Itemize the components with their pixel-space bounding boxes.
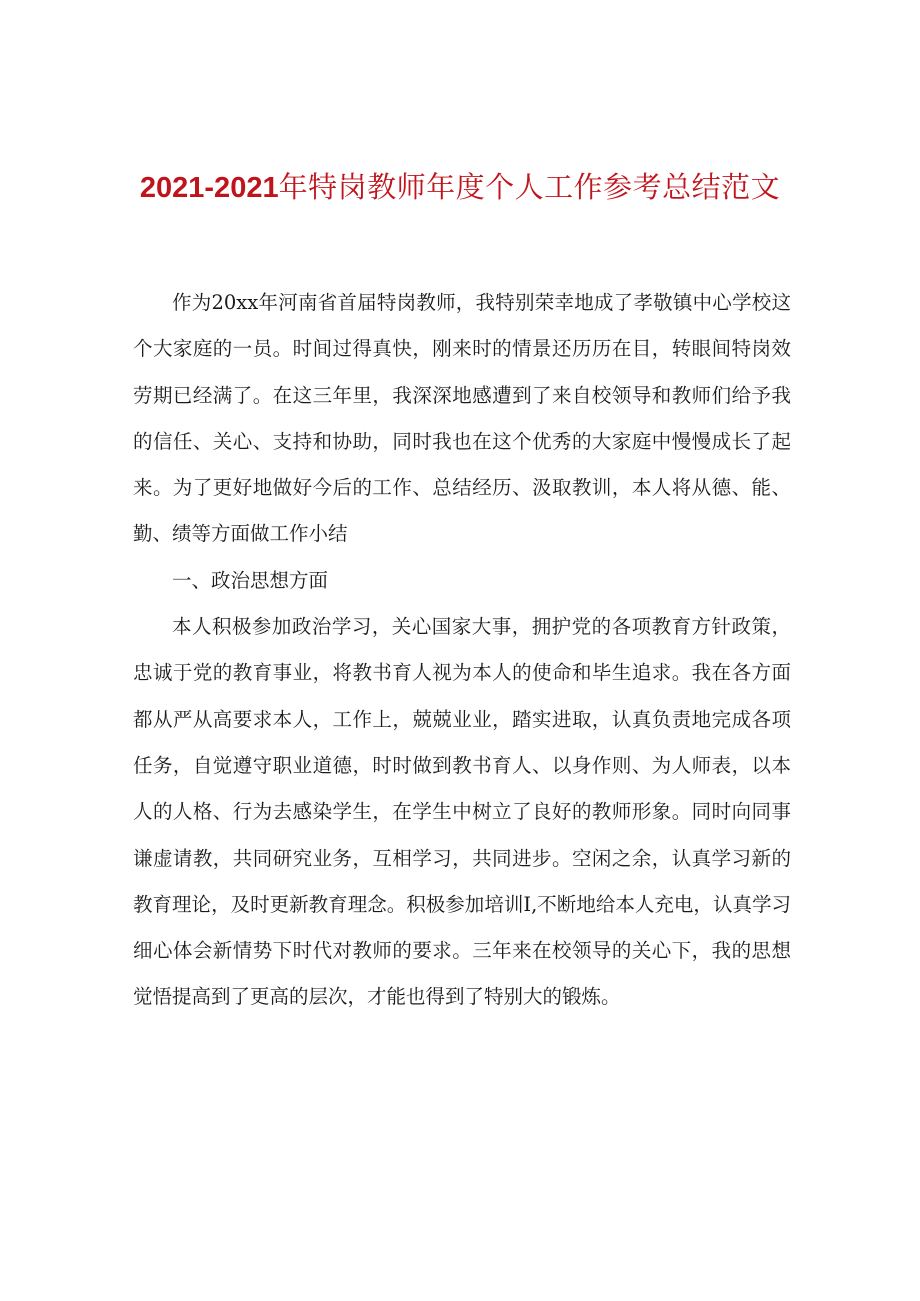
document-title <box>0 166 920 209</box>
paragraph-political: 本人积极参加政治学习，关心国家大事，拥护党的各项教育方针政策，忠诚于党的教育事业，将教书育人视为本人的使命和毕生追求。我在各方面都从严从高要求本人，工作上，兢兢业业，踏实进取，认真负责地完成各项任务，自觉遵守职业道德，时时做到教书育人、以身作则、为人师表，以本人的人格、行为去感染学生，在学生中树立了良好的教师形象。同时向同事谦虚请教，共同研究业务，互相学习，共同进步。空闲之余，认真学习新的教育理论，及时更新教育理念。积极参加培训I,不断地给本人充电，认真学习细心体会新情势下时代对教师的要求。三年来在校领导的关心下，我的思想觉悟提高到了更高的层次，才能也得到了特别大的锻炼。 <box>133 615 791 1009</box>
title-year: 2021-2021 <box>139 172 279 204</box>
title-text: 年特岗教师年度个人工作参考总结范文 <box>278 170 781 204</box>
paragraph-intro: 作为20xx年河南省首届特岗教师，我特别荣幸地成了孝敬镇中心学校这个大家庭的一员。时间过得真快，刚来时的情景还历历在目，转眼间特岗效劳期已经满了。在这三年里，我深深地感遭到了来自校领导和教师们给予我的信任、关心、支持和协助，同时我也在这个优秀的大家庭中慢慢成长了起来。为了更好地做好今后的工作、总结经历、汲取教训，本人将从德、能、勤、绩等方面做工作小结 <box>133 291 791 546</box>
document-body <box>133 280 791 1021</box>
section-heading-political: 一、政治思想方面 <box>172 568 329 592</box>
